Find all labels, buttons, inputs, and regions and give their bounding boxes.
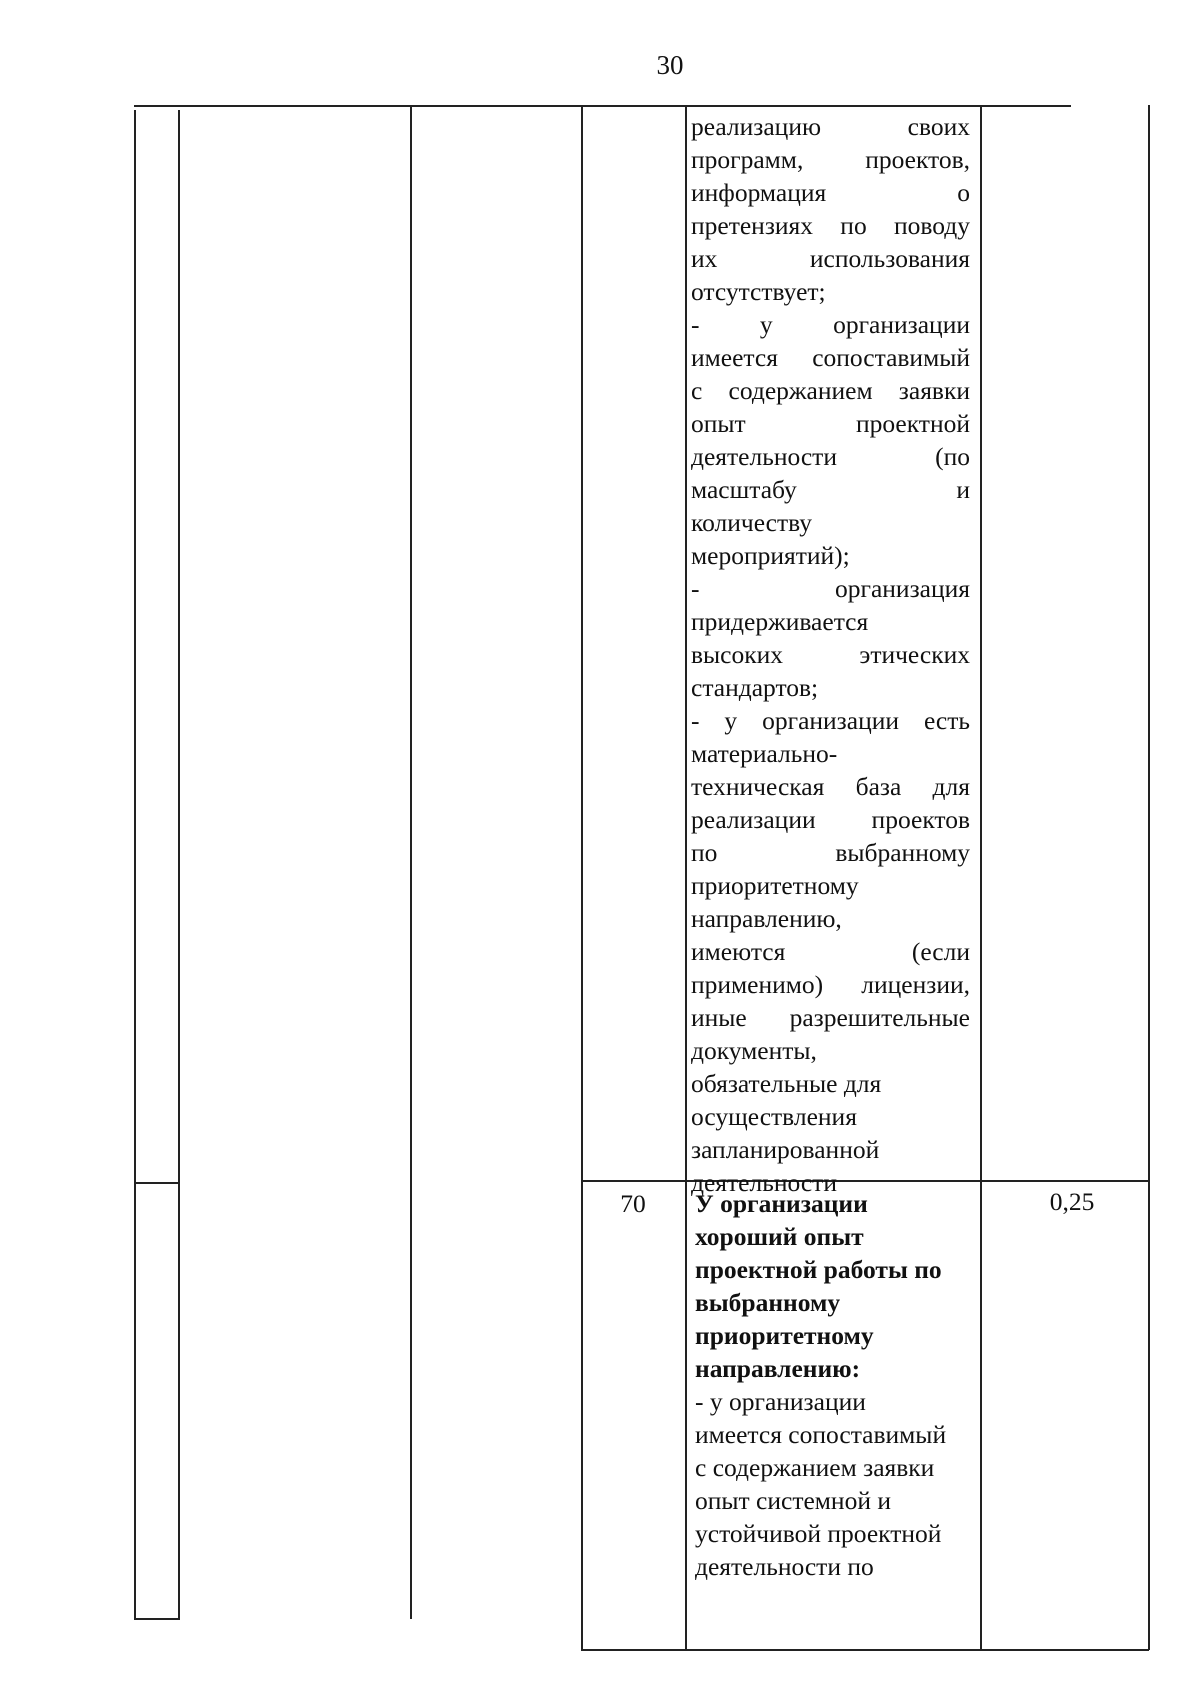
criteria-line: отсутствует;: [691, 277, 826, 306]
criteria-body-line: - у организации: [695, 1387, 866, 1416]
row-divider-left: [134, 1182, 180, 1184]
criteria-line: программ, проектов,: [691, 145, 970, 174]
criteria-body-line: имеется сопоставимый: [695, 1420, 947, 1449]
criteria-line: высоких этических: [691, 640, 970, 669]
criteria-line: приоритетному: [691, 871, 859, 900]
col-line-2: [410, 105, 412, 1619]
criteria-heading-line: проектной работы по: [695, 1255, 942, 1284]
criteria-heading-line: выбранному: [695, 1288, 841, 1317]
criteria-line: запланированной: [691, 1135, 880, 1164]
criteria-line: стандартов;: [691, 673, 819, 702]
row1-criteria-cell: [691, 110, 970, 1199]
criteria-line: опыт проектной: [691, 409, 970, 438]
col-line-3: [581, 105, 583, 1650]
row2-criteria-cell: [695, 1187, 975, 1583]
criteria-line: мероприятий);: [691, 541, 850, 570]
criteria-line: документы,: [691, 1036, 817, 1065]
criteria-line: с содержанием заявки: [691, 376, 970, 405]
criteria-line: техническая база для: [691, 772, 970, 801]
criteria-body-line: с содержанием заявки: [695, 1453, 935, 1482]
criteria-line: осуществления: [691, 1102, 857, 1131]
page-number: 30: [656, 50, 684, 80]
row2-weight: 0,25: [1049, 1187, 1095, 1216]
criteria-line: направлению,: [691, 904, 842, 933]
criteria-line: их использования: [691, 244, 970, 273]
row2-score: 70: [620, 1189, 646, 1218]
criteria-line: имеются (если: [691, 937, 970, 966]
criteria-line: деятельности (по: [691, 442, 970, 471]
col-line-right: [1148, 105, 1150, 1650]
criteria-line: реализацию своих: [691, 112, 970, 141]
criteria-line: придерживается: [691, 607, 869, 636]
criteria-heading-line: хороший опыт: [695, 1222, 864, 1251]
criteria-line: - у организации: [691, 310, 970, 339]
criteria-line: информация о: [691, 178, 970, 207]
criteria-heading-line: У организации: [695, 1189, 868, 1218]
criteria-line: претензиях по поводу: [691, 211, 970, 240]
criteria-line: деятельности: [691, 1168, 837, 1197]
criteria-body-line: устойчивой проектной: [695, 1519, 942, 1548]
criteria-line: иные разрешительные: [691, 1003, 970, 1032]
criteria-body-line: деятельности по: [695, 1552, 874, 1581]
criteria-line: масштабу и: [691, 475, 970, 504]
col-line-left: [134, 110, 136, 1619]
criteria-line: обязательные для: [691, 1069, 882, 1098]
bottom-border-right: [581, 1649, 1149, 1651]
col-line-1: [178, 110, 180, 1619]
col-line-4: [685, 105, 687, 1650]
criteria-line: по выбранному: [691, 838, 970, 867]
criteria-line: количеству: [691, 508, 813, 537]
table-top-border: [134, 105, 1071, 107]
col-line-5: [980, 105, 982, 1650]
criteria-line: имеется сопоставимый: [691, 343, 970, 372]
criteria-line: - организация: [691, 574, 970, 603]
criteria-line: реализации проектов: [691, 805, 970, 834]
criteria-heading-line: приоритетному: [695, 1321, 874, 1350]
criteria-line: материально-: [691, 739, 838, 768]
criteria-heading-line: направлению:: [695, 1354, 861, 1383]
criteria-body-line: опыт системной и: [695, 1486, 891, 1515]
bottom-border-left: [134, 1618, 180, 1620]
criteria-line: применимо) лицензии,: [691, 970, 970, 999]
criteria-line: - у организации есть: [691, 706, 970, 735]
